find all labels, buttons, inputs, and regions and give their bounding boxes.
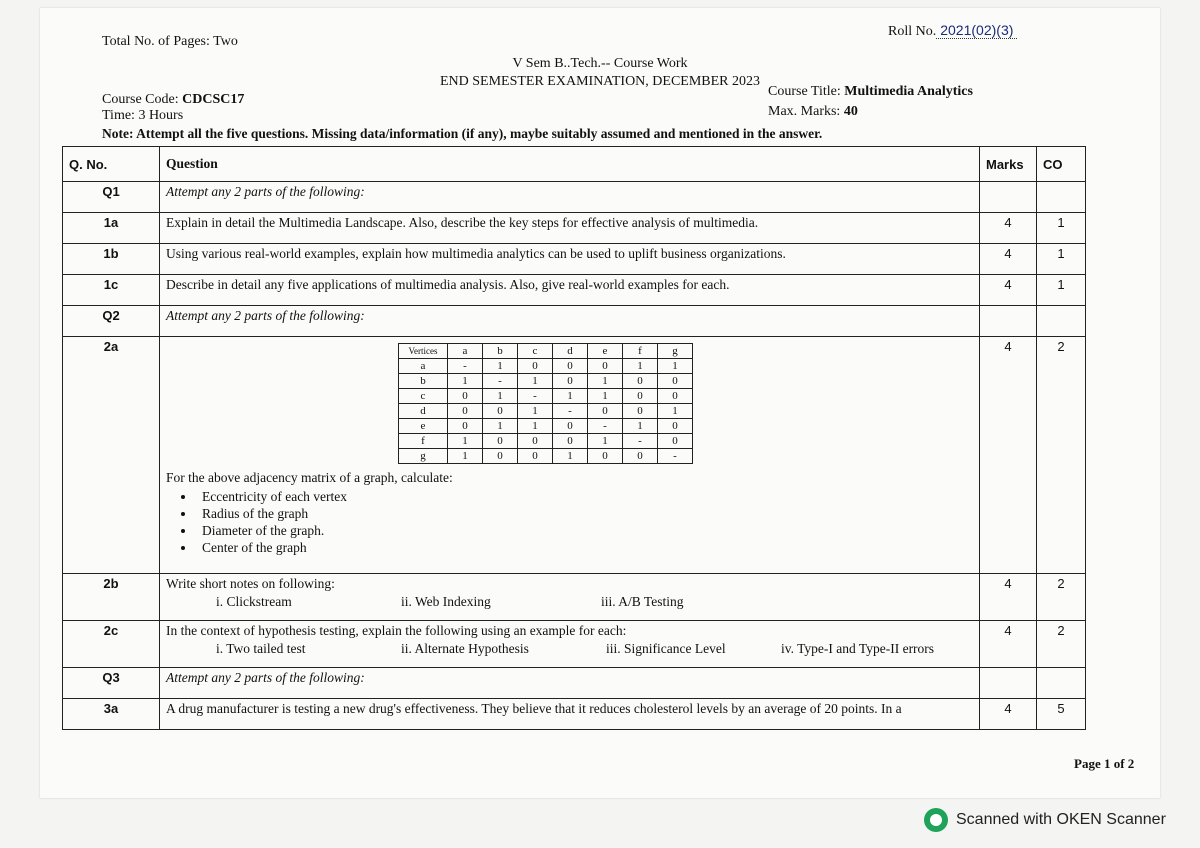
matrix-row: e 0 1 1 0 - 1 0 (399, 419, 693, 434)
table-header-row (63, 147, 1086, 182)
table-row-1c: 1c Describe in detail any five applications of multimedia analysis. Also, give real-world examples for each. 4 1 (63, 275, 1086, 306)
table-row-2b: 2b Write short notes on following: i. Clickstream ii. Web Indexing iii. A/B Testing 4 2 (63, 574, 1086, 621)
table-row-q1: Q1 Attempt any 2 parts of the following: (63, 182, 1086, 213)
table-row-2a: 2a Vertices a b c d e f g a - 1 0 0 0 1 1 b 1 - 1 0 1 0 0 c 0 1 - 1 1 0 0 d 0 0 1 - 0 0 1 e 0 1 1 0 - 1 0 f 1 0 0 0 1 - 0 g 1 0 0 1 0 0 - For the above adjacency matrix of a graph, calculate: • Eccentricity of each vertex • Radius of the graph • Diameter of the graph. • Center of the graph 4 2 (63, 337, 1086, 574)
exam-note: Note: Attempt all the five questions. Missing data/information (if any), maybe suitably assumed and mentioned in the answer. (102, 126, 823, 141)
table-row-q3: Q3 Attempt any 2 parts of the following: (63, 668, 1086, 699)
col-qno: Q. No. (63, 147, 160, 182)
table-row-q2: Q2 Attempt any 2 parts of the following: (63, 306, 1086, 337)
table-row-1b: 1b Using various real-world examples, explain how multimedia analytics can be used to uplift business organizations. 4 1 (63, 244, 1086, 275)
time-allowed: Time: 3 Hours (102, 108, 184, 123)
list-item: • Radius of the graph (196, 505, 973, 522)
adjacency-matrix (398, 343, 693, 464)
matrix-row: c 0 1 - 1 1 0 0 (399, 389, 693, 404)
matrix-row: f 1 0 0 0 1 - 0 (399, 434, 693, 449)
total-pages: Total No. of Pages: Two (102, 34, 238, 49)
roll-label: Roll No. (888, 24, 937, 39)
matrix-row: b 1 - 1 0 1 0 0 (399, 374, 693, 389)
scanner-label: Scanned with OKEN Scanner (956, 811, 1166, 828)
list-item: • Eccentricity of each vertex (196, 488, 973, 505)
matrix-header-row: Vertices a b c d e f g (399, 344, 693, 359)
exam-title: END SEMESTER EXAMINATION, DECEMBER 2023 (439, 74, 761, 89)
list-item: • Diameter of the graph. (196, 522, 973, 539)
roll-number (888, 22, 1017, 40)
matrix-row: g 1 0 0 1 0 0 - (399, 449, 693, 464)
scanner-watermark (924, 808, 1166, 832)
q2a-list (196, 488, 973, 556)
table-row-1a: 1a Explain in detail the Multimedia Landscape. Also, describe the key steps for effective analysis of multimedia. 4 1 (63, 213, 1086, 244)
table-row-3a: 3a A drug manufacturer is testing a new drug's effectiveness. They believe that it reduces cholesterol levels by an average of 20 points. In a 4 5 (63, 699, 1086, 730)
table-row-2c: 2c In the context of hypothesis testing, explain the following using an example for each: i. Two tailed test ii. Alternate Hypothesis iii. Significance Level iv. Type-I and Type-II errors 4 2 (63, 621, 1086, 668)
matrix-row: a - 1 0 0 0 1 1 (399, 359, 693, 374)
col-question: Question (160, 147, 980, 182)
q2a-prompt: For the above adjacency matrix of a graph, calculate: (166, 470, 453, 485)
roll-value: 2021(02)(3) (936, 22, 1017, 39)
col-marks: Marks (980, 147, 1037, 182)
oken-logo-icon (924, 808, 948, 832)
course-title: Course Title: Multimedia Analytics (768, 84, 973, 99)
list-item: • Center of the graph (196, 539, 973, 556)
course-code: Course Code: CDCSC17 (102, 92, 245, 107)
question-table (62, 146, 1086, 730)
program-title: V Sem B..Tech.-- Course Work (512, 56, 688, 71)
max-marks: Max. Marks: 40 (768, 104, 858, 119)
matrix-row: d 0 0 1 - 0 0 1 (399, 404, 693, 419)
col-co: CO (1037, 147, 1086, 182)
page-number: Page 1 of 2 (1074, 756, 1135, 771)
